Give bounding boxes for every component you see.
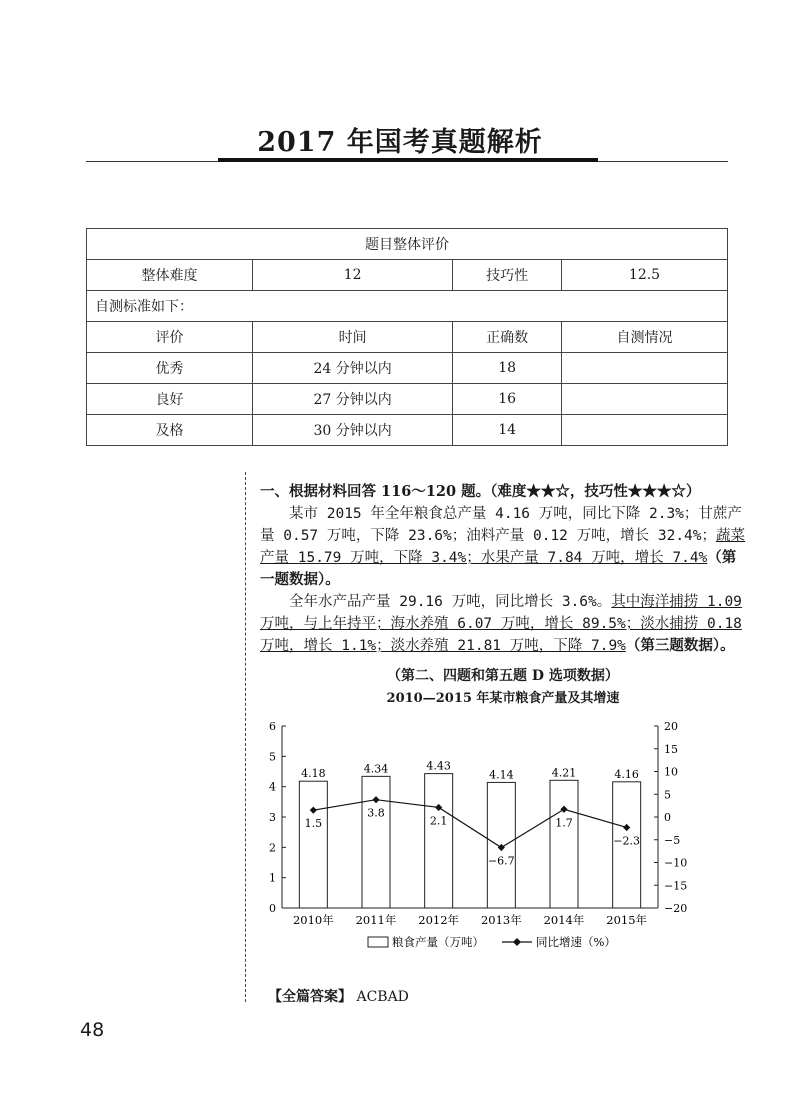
left-tick-label: 2 bbox=[269, 841, 276, 855]
growth-label: 3.8 bbox=[367, 806, 385, 820]
grain-output-chart bbox=[230, 710, 700, 962]
bar-label: 4.14 bbox=[489, 768, 514, 782]
time-cell: 27 分钟以内 bbox=[253, 384, 453, 415]
chart-title: 2010—2015 年某市粮食产量及其增速 bbox=[386, 691, 620, 706]
legend-bar-label: 粮食产量（万吨） bbox=[392, 935, 484, 949]
legend-line-marker bbox=[513, 938, 521, 946]
page-title: 2017 年国考真题解析 bbox=[257, 127, 543, 158]
table-header: 时间 bbox=[253, 322, 453, 353]
growth-label: −2.3 bbox=[613, 834, 641, 848]
right-tick-label: 10 bbox=[664, 765, 678, 779]
growth-label: 1.7 bbox=[555, 816, 573, 830]
right-tick-label: −20 bbox=[664, 902, 688, 915]
legend-line-label: 同比增速（%） bbox=[536, 935, 616, 949]
skill-value: 12.5 bbox=[562, 260, 728, 291]
chart-note: （第二、四题和第五题 D 选项数据） bbox=[387, 668, 619, 684]
bar-label: 4.21 bbox=[551, 766, 577, 780]
right-tick-label: −15 bbox=[664, 879, 688, 893]
time-cell: 30 分钟以内 bbox=[253, 415, 453, 446]
table-row bbox=[87, 353, 728, 384]
left-tick-label: 0 bbox=[269, 902, 276, 915]
p2-text: 全年水产品产量 29.16 万吨，同比增长 3.6%。 bbox=[289, 594, 612, 610]
grade-cell: 良好 bbox=[87, 384, 253, 415]
question-section bbox=[245, 472, 746, 1002]
right-tick-label: 15 bbox=[664, 742, 678, 756]
p2-note: （第三题数据）。 bbox=[625, 637, 735, 654]
grade-cell: 优秀 bbox=[87, 353, 253, 384]
bar bbox=[299, 781, 327, 908]
table-row bbox=[87, 415, 728, 446]
right-tick-label: 0 bbox=[664, 811, 671, 824]
x-tick-label: 2012年 bbox=[418, 913, 460, 927]
bar-label: 4.43 bbox=[426, 759, 451, 773]
table-header: 自测情况 bbox=[562, 322, 728, 353]
bar bbox=[425, 774, 453, 908]
legend-bar-swatch bbox=[368, 937, 388, 947]
x-tick-label: 2011年 bbox=[355, 913, 397, 927]
left-tick-label: 1 bbox=[269, 871, 276, 885]
right-tick-label: −5 bbox=[664, 833, 681, 847]
x-tick-label: 2014年 bbox=[543, 913, 585, 927]
table-caption: 题目整体评价 bbox=[87, 229, 728, 260]
answer-line bbox=[268, 986, 409, 1006]
x-tick-label: 2015年 bbox=[606, 913, 648, 927]
standard-label: 自测标准如下： bbox=[87, 291, 728, 322]
table-header: 评价 bbox=[87, 322, 253, 353]
time-cell: 24 分钟以内 bbox=[253, 353, 453, 384]
left-tick-label: 6 bbox=[269, 720, 276, 733]
difficulty-value: 12 bbox=[253, 260, 453, 291]
p2-underlined: 其中海洋捕捞 1.09 万吨，与上年持平；海水养殖 6.07 万吨，增长 89.5%；淡水捕捞 0.18 万吨，增长 1.1%；淡水养殖 21.81 万吨，下降 7.9% bbox=[260, 594, 742, 654]
growth-label: 2.1 bbox=[429, 814, 448, 828]
p1-note: （第一题数据）。 bbox=[260, 549, 737, 588]
page-number: 48 bbox=[80, 1019, 105, 1041]
growth-label: −6.7 bbox=[487, 854, 515, 868]
self-check-cell[interactable] bbox=[562, 353, 728, 384]
skill-label: 技巧性 bbox=[453, 260, 562, 291]
correct-cell: 16 bbox=[453, 384, 562, 415]
self-check-cell[interactable] bbox=[562, 384, 728, 415]
evaluation-table bbox=[86, 228, 728, 446]
bar bbox=[362, 776, 390, 908]
grade-cell: 及格 bbox=[87, 415, 253, 446]
material-paragraph-1 bbox=[260, 503, 746, 591]
material-paragraph-2 bbox=[260, 591, 746, 657]
table-header: 正确数 bbox=[453, 322, 562, 353]
x-tick-label: 2013年 bbox=[480, 913, 522, 927]
section-heading: 一、根据材料回答 116～120 题。（难度★★☆，技巧性★★★☆） bbox=[260, 483, 701, 500]
p1-text: 某市 2015 年全年粮食总产量 4.16 万吨，同比下降 2.3%；甘蔗产量 0.57 万吨，下降 23.6%；油料产量 0.12 万吨，增长 32.4%； bbox=[260, 506, 742, 544]
bar-label: 4.18 bbox=[301, 767, 326, 781]
correct-cell: 18 bbox=[453, 353, 562, 384]
correct-cell: 14 bbox=[453, 415, 562, 446]
answer-label: 【全篇答案】 bbox=[268, 989, 352, 1005]
right-tick-label: −10 bbox=[664, 856, 688, 870]
answer-value: ACBAD bbox=[356, 989, 409, 1005]
growth-line bbox=[313, 800, 626, 848]
title-rule-bold bbox=[218, 158, 598, 162]
bar-label: 4.34 bbox=[363, 762, 389, 776]
right-tick-label: 20 bbox=[664, 720, 678, 733]
bar bbox=[550, 780, 578, 908]
left-tick-label: 5 bbox=[269, 750, 276, 764]
difficulty-label: 整体难度 bbox=[87, 260, 253, 291]
right-tick-label: 5 bbox=[664, 788, 671, 802]
x-tick-label: 2010年 bbox=[292, 913, 334, 927]
growth-label: 1.5 bbox=[304, 817, 323, 831]
left-tick-label: 3 bbox=[269, 811, 276, 824]
bar-label: 4.16 bbox=[614, 767, 639, 781]
table-row bbox=[87, 384, 728, 415]
self-check-cell[interactable] bbox=[562, 415, 728, 446]
left-tick-label: 4 bbox=[269, 780, 276, 794]
p1-underlined: 蔬菜产量 15.79 万吨，下降 3.4%；水果产量 7.84 万吨，增长 7.4% bbox=[260, 528, 746, 566]
